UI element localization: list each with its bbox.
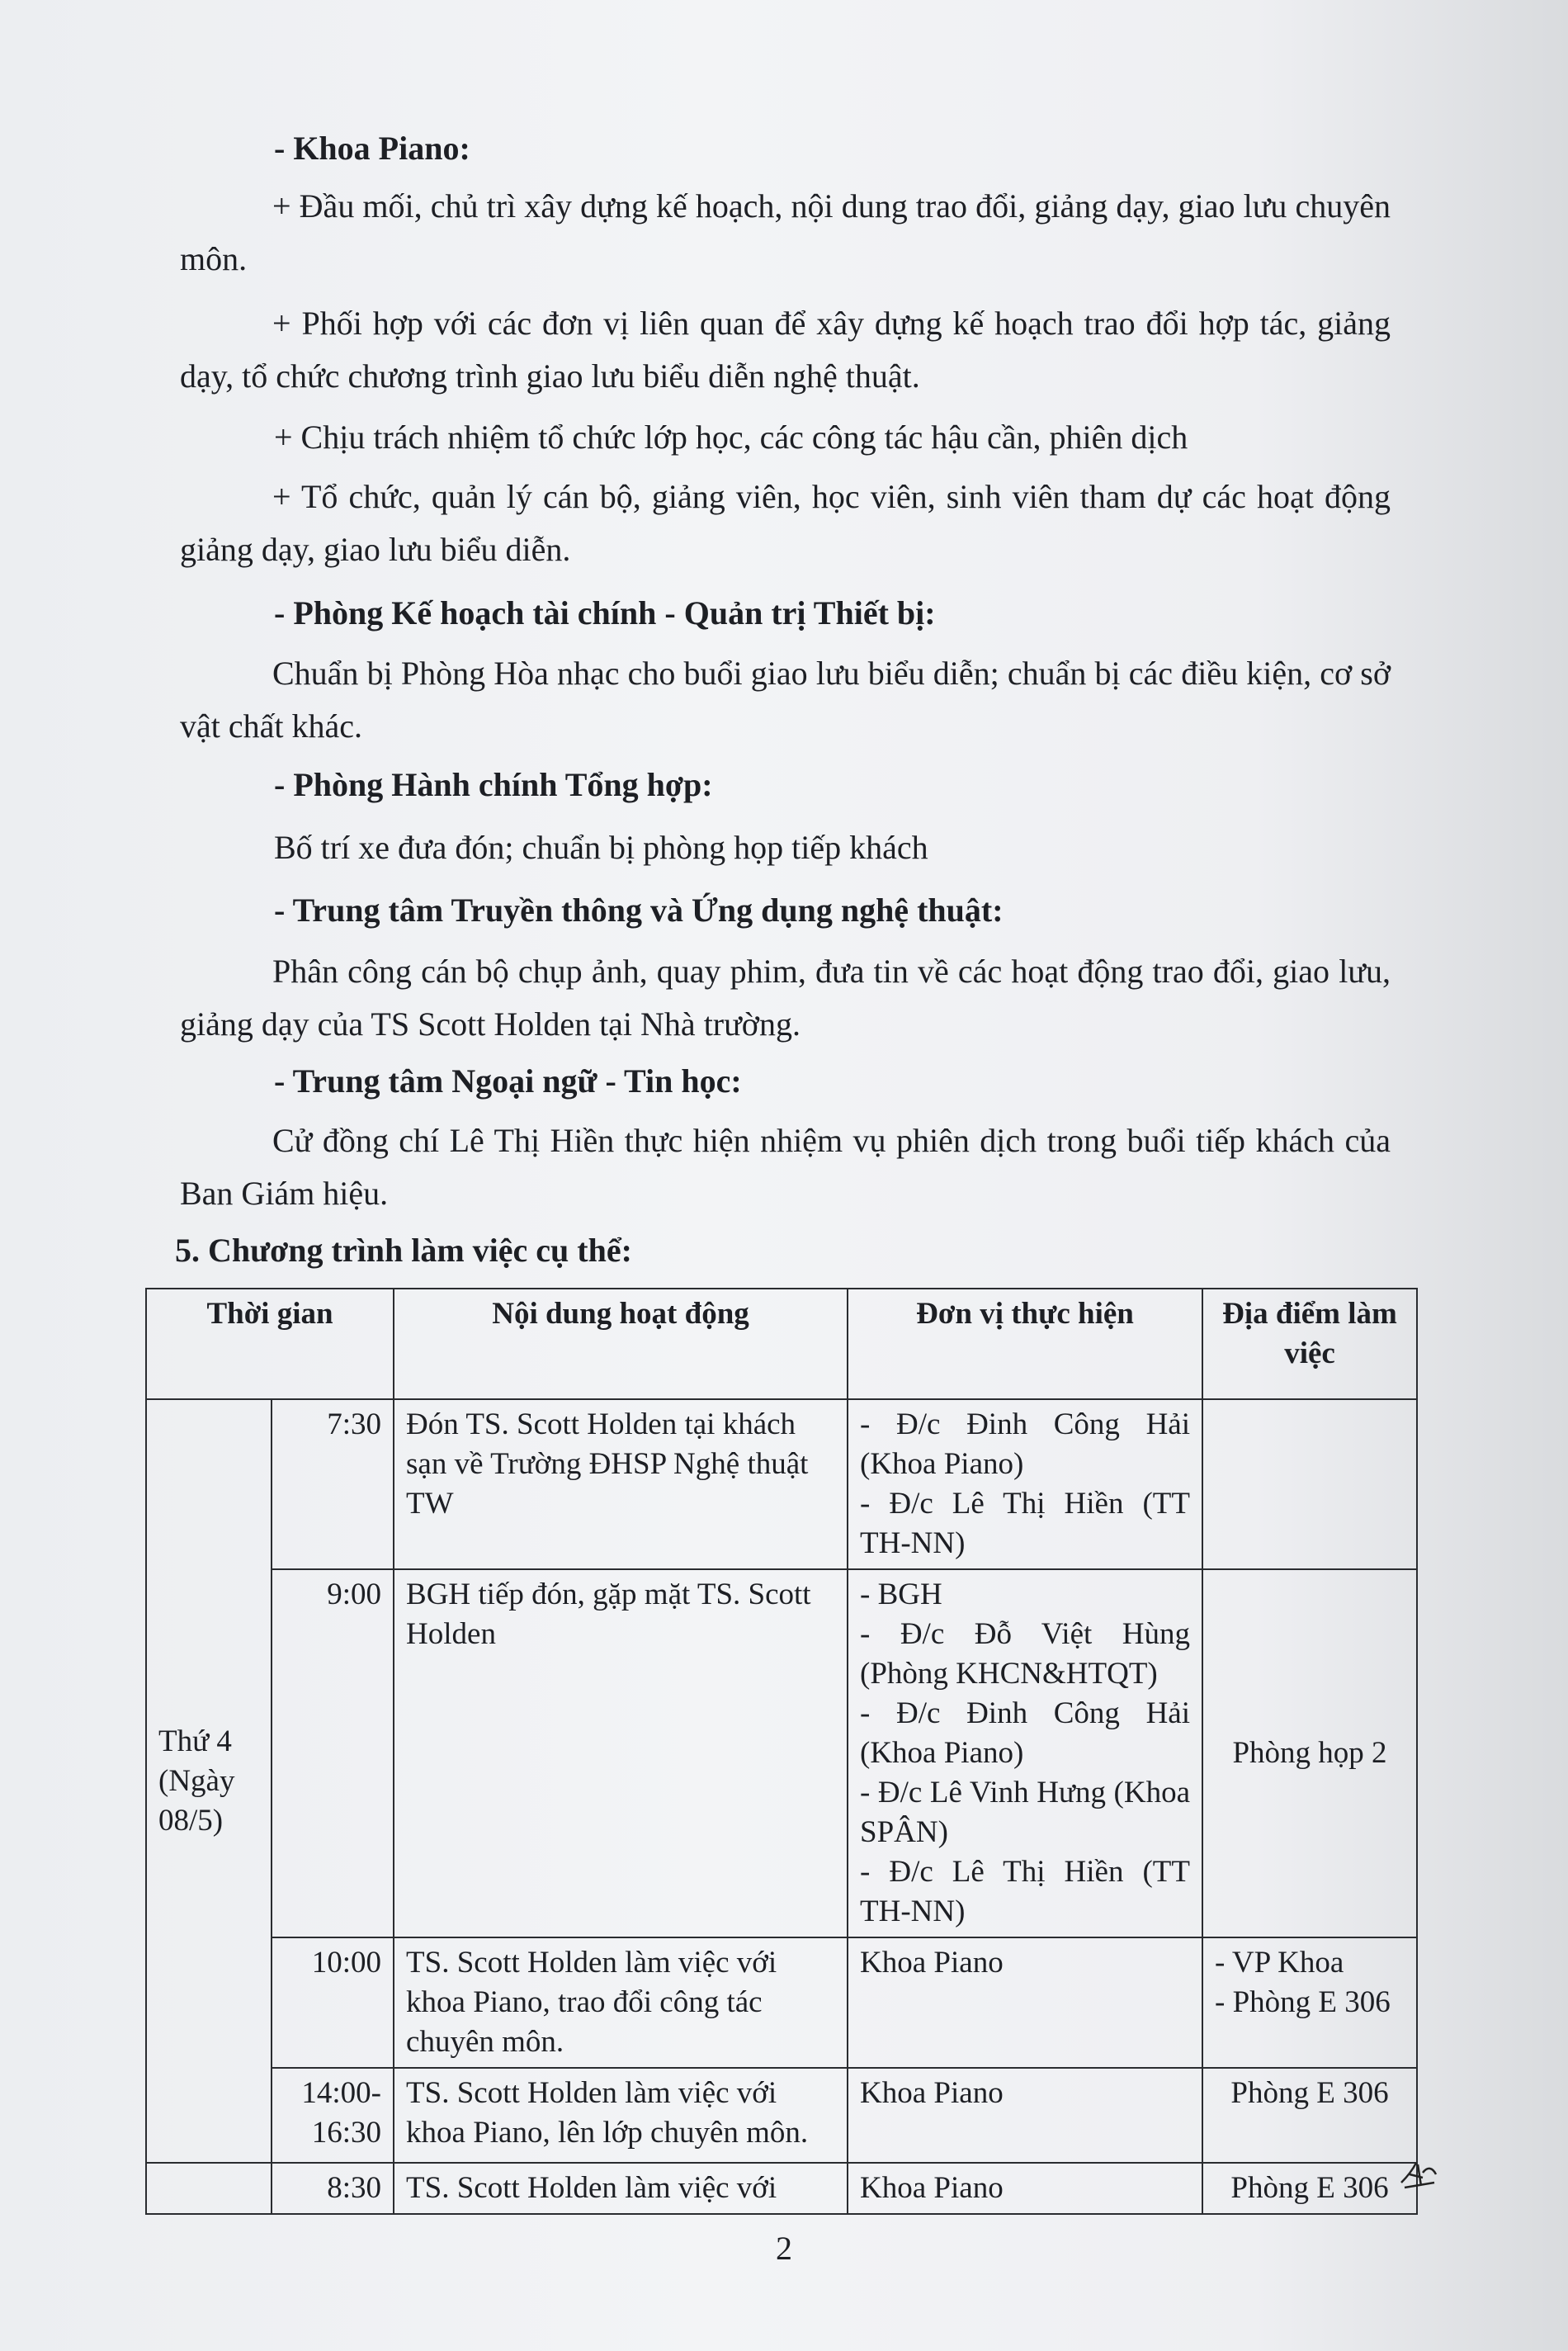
place-cell: Phòng E 306 (1202, 2163, 1417, 2214)
time-cell: 7:30 (272, 1399, 394, 1569)
unit-line: - Đ/c Lê Thị Hiền (TT TH-NN) (860, 1855, 1191, 1928)
day-cell-next (146, 2163, 272, 2214)
section-heading-trung-tam-truyen-thong: - Trung tâm Truyền thông và Ứng dụng nghệ thuật: (274, 892, 1004, 929)
activity-cell: TS. Scott Holden làm việc với (394, 2163, 848, 2214)
units-cell (848, 1569, 1202, 1937)
page-number: 2 (776, 2230, 792, 2267)
unit-line: - Đ/c Lê Vinh Hưng (Khoa SPÂN) (860, 1776, 1191, 1849)
khoa-piano-item-4: + Tổ chức, quản lý cán bộ, giảng viên, học viên, sinh viên tham dự các hoạt động giảng dạy, giao lưu biểu diễn. (180, 478, 1391, 568)
table-row (146, 2163, 1417, 2214)
table-header-row (146, 1289, 1417, 1399)
time-cell: 10:00 (272, 1937, 394, 2068)
table-row (146, 1569, 1417, 1937)
khoa-piano-item-3: + Chịu trách nhiệm tổ chức lớp học, các công tác hậu cần, phiên dịch (274, 419, 1188, 456)
phong-ke-hoach-text: Chuẩn bị Phòng Hòa nhạc cho buổi giao lưu biểu diễn; chuẩn bị các điều kiện, cơ sở vật chất khác. (180, 655, 1391, 745)
unit-line: - Đ/c Đinh Công Hải (Khoa Piano) (860, 1696, 1191, 1770)
unit-line: - BGH (860, 1578, 942, 1611)
units-cell: Khoa Piano (848, 1937, 1202, 2068)
activity-cell: BGH tiếp đón, gặp mặt TS. Scott Holden (394, 1569, 848, 1937)
unit-line: - Đ/c Đỗ Việt Hùng (Phòng KHCN&HTQT) (860, 1617, 1191, 1691)
header-activity: Nội dung hoạt động (394, 1289, 848, 1399)
time-cell: 14:00-16:30 (272, 2068, 394, 2163)
activity-cell: TS. Scott Holden làm việc với khoa Piano, lên lớp chuyên môn. (394, 2068, 848, 2163)
place-cell: - VP Khoa - Phòng E 306 (1202, 1937, 1417, 2068)
section-heading-trung-tam-ngoai-ngu: - Trung tâm Ngoại ngữ - Tin học: (274, 1062, 742, 1100)
place-cell: Phòng họp 2 (1202, 1569, 1417, 1937)
day-cell: Thứ 4 (Ngày 08/5) (146, 1399, 272, 2163)
activity-cell: Đón TS. Scott Holden tại khách sạn về Trường ĐHSP Nghệ thuật TW (394, 1399, 848, 1569)
units-cell (848, 1399, 1202, 1569)
schedule-table (145, 1288, 1418, 2215)
section-heading-phong-hanh-chinh: - Phòng Hành chính Tổng hợp: (274, 766, 713, 803)
place-cell: Phòng E 306 (1202, 2068, 1417, 2163)
phong-hanh-chinh-text: Bố trí xe đưa đón; chuẩn bị phòng họp tiếp khách (274, 829, 928, 866)
table-row (146, 1937, 1417, 2068)
unit-line: - Đ/c Lê Thị Hiền (TT TH-NN) (860, 1487, 1191, 1560)
units-cell: Khoa Piano (848, 2163, 1202, 2214)
khoa-piano-item-2: + Phối hợp với các đơn vị liên quan để xây dựng kế hoạch trao đổi hợp tác, giảng dạy, tổ chức chương trình giao lưu biểu diễn nghệ thuật. (180, 305, 1391, 395)
time-cell: 8:30 (272, 2163, 394, 2214)
trung-tam-truyen-thong-text: Phân công cán bộ chụp ảnh, quay phim, đưa tin về các hoạt động trao đổi, giao lưu, giảng dạy của TS Scott Holden tại Nhà trường. (180, 953, 1391, 1043)
trung-tam-ngoai-ngu-text: Cử đồng chí Lê Thị Hiền thực hiện nhiệm vụ phiên dịch trong buổi tiếp khách của Ban Giám hiệu. (180, 1122, 1391, 1212)
place-cell (1202, 1399, 1417, 1569)
schedule-title: 5. Chương trình làm việc cụ thể: (175, 1232, 632, 1269)
unit-line: - Đ/c Đinh Công Hải (Khoa Piano) (860, 1407, 1191, 1481)
table-row (146, 1399, 1417, 1569)
header-time: Thời gian (146, 1289, 394, 1399)
header-place: Địa điểm làm việc (1202, 1289, 1417, 1399)
activity-cell: TS. Scott Holden làm việc với khoa Piano, trao đổi công tác chuyên môn. (394, 1937, 848, 2068)
table-row (146, 2068, 1417, 2163)
section-heading-phong-ke-hoach: - Phòng Kế hoạch tài chính - Quản trị Thiết bị: (274, 594, 936, 632)
khoa-piano-item-1: + Đầu mối, chủ trì xây dựng kế hoạch, nội dung trao đổi, giảng dạy, giao lưu chuyên môn. (180, 187, 1391, 277)
section-heading-khoa-piano: - Khoa Piano: (274, 130, 470, 167)
header-units: Đơn vị thực hiện (848, 1289, 1202, 1399)
units-cell: Khoa Piano (848, 2068, 1202, 2163)
handwritten-initial-icon (1398, 2158, 1439, 2191)
time-cell: 9:00 (272, 1569, 394, 1937)
